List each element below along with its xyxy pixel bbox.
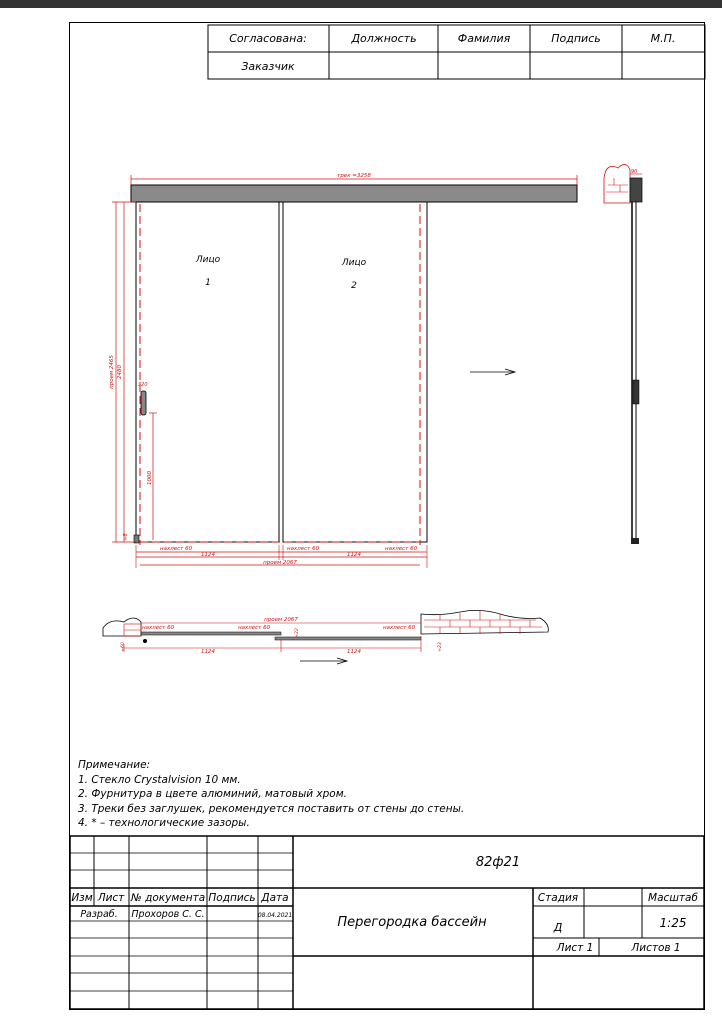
stage-label: Стадия bbox=[537, 892, 579, 904]
face-number-2: 2 bbox=[351, 281, 357, 291]
col-header-sheet: Лист bbox=[97, 892, 125, 904]
approval-header-signature: Подпись bbox=[551, 32, 601, 45]
side-section bbox=[604, 164, 642, 544]
notes-title: Примечание: bbox=[78, 759, 151, 771]
plan-dim-opening: проем 2067 bbox=[264, 617, 298, 623]
plan-dim-gap-3: ≈60 bbox=[121, 642, 126, 652]
face-label-2: Лицо bbox=[341, 258, 367, 268]
note-item-4: 4. * – технологические зазоры. bbox=[78, 817, 250, 829]
sheet-label: Лист 1 bbox=[556, 942, 594, 954]
dim-leaf-width-2: 1124 bbox=[347, 552, 361, 558]
note-item-1: 1. Стекло Crystalvision 10 мм. bbox=[78, 773, 241, 786]
plan-dim-gap-1: ≈22 bbox=[295, 628, 300, 638]
note-item-3: 3. Треки без заглушек, рекомендуется поставить от стены до стены. bbox=[78, 802, 465, 815]
scale-label: Масштаб bbox=[648, 892, 698, 904]
sheets-total-label: Листов 1 bbox=[631, 942, 681, 954]
track-profile bbox=[131, 185, 577, 202]
developer-label: Разраб. bbox=[80, 909, 118, 920]
dim-overlap-left: нахлест 60 bbox=[160, 546, 193, 552]
approval-header-position: Должность bbox=[351, 32, 417, 45]
approval-header-stamp: М.П. bbox=[650, 32, 676, 45]
dim-bottom-gap: ≈8 bbox=[123, 533, 129, 541]
side-dim-track: 90 bbox=[631, 169, 638, 175]
plan-view bbox=[103, 610, 548, 664]
plan-dim-width-1: 1124 bbox=[201, 649, 215, 655]
scale-value: 1:25 bbox=[659, 916, 687, 930]
dim-handle-width: 320 bbox=[138, 382, 148, 388]
door-leaf-1 bbox=[136, 202, 279, 542]
approval-header-surname: Фамилия bbox=[457, 32, 511, 45]
dim-leaf-width-1: 1124 bbox=[201, 552, 215, 558]
note-item-2: 2. Фурнитура в цвете алюминий, матовый хром. bbox=[78, 788, 347, 800]
dim-leaf-height: 2480 bbox=[117, 365, 123, 379]
face-number-1: 1 bbox=[205, 278, 211, 288]
approval-header-agreed: Согласована: bbox=[229, 32, 307, 45]
plan-dim-overlap-mid: нахлест 60 bbox=[238, 625, 271, 631]
plan-dim-overlap-right: нахлест 60 bbox=[383, 625, 416, 631]
drawing-code: 82ф21 bbox=[475, 855, 521, 870]
front-elevation bbox=[109, 173, 577, 568]
col-header-document: № документа bbox=[130, 892, 206, 904]
col-header-signature: Подпись bbox=[208, 892, 256, 904]
stage-value: Д bbox=[553, 921, 563, 934]
side-handle bbox=[633, 380, 639, 404]
door-leaf-2 bbox=[283, 202, 427, 542]
col-header-date: Дата bbox=[261, 892, 289, 904]
dim-opening-width: проем 2067 bbox=[263, 560, 297, 566]
door-handle bbox=[141, 391, 146, 415]
developer-date: 08.04.2021 bbox=[257, 912, 293, 919]
plan-dim-overlap-left: нахлест 60 bbox=[142, 625, 175, 631]
drawing-title: Перегородка бассейн bbox=[337, 915, 487, 930]
plan-dim-width-2: 1124 bbox=[347, 649, 361, 655]
dim-handle-height: 1000 bbox=[147, 471, 153, 485]
col-header-change: Изм bbox=[71, 892, 93, 904]
dim-overlap-middle: нахлест 60 bbox=[287, 546, 320, 552]
dim-opening-height: проем 2465 bbox=[109, 355, 115, 389]
notes-block bbox=[78, 758, 464, 831]
developer-name: Прохоров С. С. bbox=[131, 909, 205, 920]
approval-row-customer: Заказчик bbox=[241, 60, 295, 73]
dim-track-length: трек =3258 bbox=[337, 173, 371, 179]
plan-dim-gap-2: ≈23 bbox=[438, 642, 443, 652]
face-label-1: Лицо bbox=[195, 255, 221, 265]
dim-overlap-right: нахлест 60 bbox=[385, 546, 418, 552]
